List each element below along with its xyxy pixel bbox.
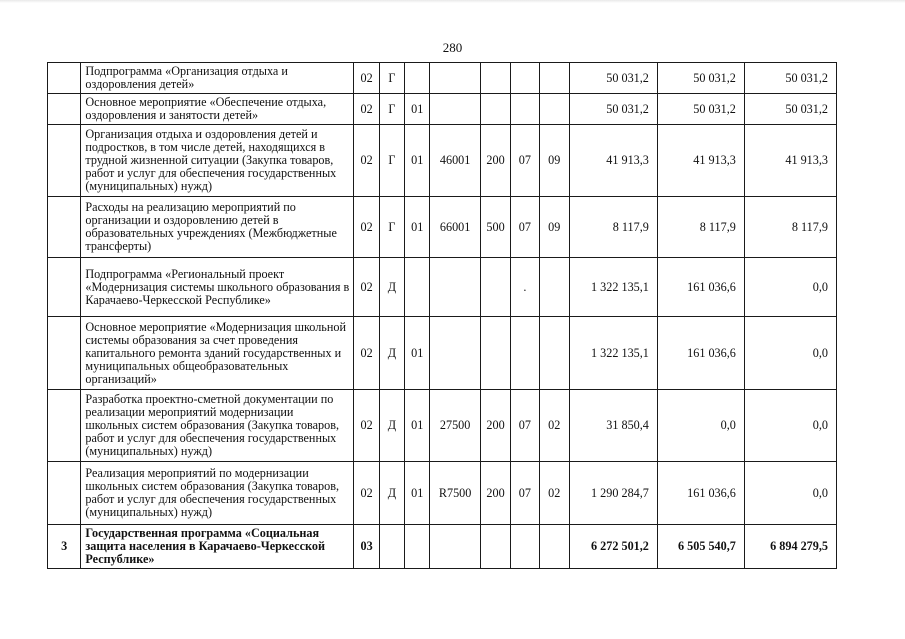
row-name: Основное мероприятие «Модернизация школьной системы образования за счет проведения капитального ремонта зданий государственных и муниципальных общеобразовательных организаций» bbox=[81, 317, 354, 390]
activity-code: 01 bbox=[405, 125, 430, 197]
amount-year-3: 50 031,2 bbox=[744, 94, 836, 125]
amount-year-2: 161 036,6 bbox=[657, 258, 744, 317]
direction-code bbox=[430, 258, 481, 317]
amount-year-2: 41 913,3 bbox=[657, 125, 744, 197]
amount-year-3: 0,0 bbox=[744, 390, 836, 462]
scan-edge bbox=[0, 0, 905, 3]
section-code bbox=[511, 525, 539, 569]
row-number bbox=[48, 462, 81, 525]
subprogram-code: Г bbox=[379, 63, 404, 94]
row-name: Организация отдыха и оздоровления детей и подростков, в том числе детей, находящихся в трудной жизненной ситуации (Закупка товаров, работ и услуг для обеспечения государственных (муниципальных) нужд) bbox=[81, 125, 354, 197]
row-number bbox=[48, 258, 81, 317]
row-number bbox=[48, 94, 81, 125]
row-number bbox=[48, 390, 81, 462]
amount-year-1: 50 031,2 bbox=[569, 94, 657, 125]
amount-year-2: 161 036,6 bbox=[657, 462, 744, 525]
section-code: . bbox=[511, 258, 539, 317]
subsection-code: 02 bbox=[539, 462, 569, 525]
program-code: 02 bbox=[354, 197, 379, 258]
subsection-code bbox=[539, 94, 569, 125]
amount-year-2: 8 117,9 bbox=[657, 197, 744, 258]
amount-year-3: 6 894 279,5 bbox=[744, 525, 836, 569]
expense-type-code: 200 bbox=[480, 390, 510, 462]
subsection-code bbox=[539, 317, 569, 390]
row-number bbox=[48, 317, 81, 390]
table-row bbox=[48, 197, 837, 258]
table-row bbox=[48, 94, 837, 125]
amount-year-3: 50 031,2 bbox=[744, 63, 836, 94]
amount-year-2: 161 036,6 bbox=[657, 317, 744, 390]
page-number: 280 bbox=[442, 40, 463, 55]
amount-year-3: 41 913,3 bbox=[744, 125, 836, 197]
program-code: 03 bbox=[354, 525, 379, 569]
activity-code: 01 bbox=[405, 197, 430, 258]
row-name: Подпрограмма «Организация отдыха и оздоровления детей» bbox=[81, 63, 354, 94]
table-row bbox=[48, 63, 837, 94]
row-name: Государственная программа «Социальная защита населения в Карачаево-Черкесской Республике» bbox=[81, 525, 354, 569]
subprogram-code: Д bbox=[379, 258, 404, 317]
row-number bbox=[48, 125, 81, 197]
amount-year-2: 50 031,2 bbox=[657, 94, 744, 125]
expense-type-code: 500 bbox=[480, 197, 510, 258]
table-row bbox=[48, 390, 837, 462]
program-code: 02 bbox=[354, 390, 379, 462]
activity-code bbox=[405, 525, 430, 569]
section-code bbox=[511, 63, 539, 94]
amount-year-1: 1 290 284,7 bbox=[569, 462, 657, 525]
subsection-code bbox=[539, 525, 569, 569]
activity-code: 01 bbox=[405, 94, 430, 125]
subprogram-code bbox=[379, 525, 404, 569]
amount-year-2: 0,0 bbox=[657, 390, 744, 462]
amount-year-3: 0,0 bbox=[744, 258, 836, 317]
section-code bbox=[511, 317, 539, 390]
subprogram-code: Д bbox=[379, 462, 404, 525]
direction-code bbox=[430, 525, 481, 569]
subprogram-code: Г bbox=[379, 125, 404, 197]
budget-table bbox=[47, 62, 837, 569]
table-row bbox=[48, 125, 837, 197]
program-code: 02 bbox=[354, 125, 379, 197]
expense-type-code: 200 bbox=[480, 125, 510, 197]
row-number bbox=[48, 63, 81, 94]
section-code: 07 bbox=[511, 197, 539, 258]
subprogram-code: Д bbox=[379, 317, 404, 390]
subsection-code: 09 bbox=[539, 125, 569, 197]
subprogram-code: Г bbox=[379, 94, 404, 125]
program-code: 02 bbox=[354, 462, 379, 525]
program-code: 02 bbox=[354, 63, 379, 94]
amount-year-1: 50 031,2 bbox=[569, 63, 657, 94]
activity-code: 01 bbox=[405, 390, 430, 462]
expense-type-code bbox=[480, 258, 510, 317]
row-name: Реализация мероприятий по модернизации школьных систем образования (Закупка товаров, работ и услуг для обеспечения государственных (муниципальных) нужд) bbox=[81, 462, 354, 525]
section-code: 07 bbox=[511, 390, 539, 462]
row-name: Основное мероприятие «Обеспечение отдыха, оздоровления и занятости детей» bbox=[81, 94, 354, 125]
program-code: 02 bbox=[354, 258, 379, 317]
table-row bbox=[48, 525, 837, 569]
amount-year-3: 0,0 bbox=[744, 317, 836, 390]
program-code: 02 bbox=[354, 94, 379, 125]
direction-code bbox=[430, 94, 481, 125]
amount-year-1: 8 117,9 bbox=[569, 197, 657, 258]
row-number: 3 bbox=[48, 525, 81, 569]
direction-code: 46001 bbox=[430, 125, 481, 197]
expense-type-code bbox=[480, 63, 510, 94]
amount-year-1: 1 322 135,1 bbox=[569, 317, 657, 390]
activity-code bbox=[405, 63, 430, 94]
row-name: Разработка проектно-сметной документации по реализации мероприятий модернизации школьных систем образования (Закупка товаров, работ и услуг для обеспечения государственных (муниципальных) нужд) bbox=[81, 390, 354, 462]
table-row bbox=[48, 462, 837, 525]
subsection-code: 02 bbox=[539, 390, 569, 462]
table-row bbox=[48, 317, 837, 390]
activity-code: 01 bbox=[405, 317, 430, 390]
amount-year-1: 31 850,4 bbox=[569, 390, 657, 462]
direction-code: 27500 bbox=[430, 390, 481, 462]
amount-year-1: 6 272 501,2 bbox=[569, 525, 657, 569]
amount-year-2: 50 031,2 bbox=[657, 63, 744, 94]
expense-type-code bbox=[480, 94, 510, 125]
direction-code bbox=[430, 317, 481, 390]
row-name: Расходы на реализацию мероприятий по организации и оздоровлению детей в образовательных учреждениях (Межбюджетные трансферты) bbox=[81, 197, 354, 258]
section-code: 07 bbox=[511, 125, 539, 197]
direction-code bbox=[430, 63, 481, 94]
subprogram-code: Г bbox=[379, 197, 404, 258]
subprogram-code: Д bbox=[379, 390, 404, 462]
row-number bbox=[48, 197, 81, 258]
expense-type-code bbox=[480, 525, 510, 569]
expense-type-code: 200 bbox=[480, 462, 510, 525]
amount-year-2: 6 505 540,7 bbox=[657, 525, 744, 569]
activity-code: 01 bbox=[405, 462, 430, 525]
program-code: 02 bbox=[354, 317, 379, 390]
section-code bbox=[511, 94, 539, 125]
activity-code bbox=[405, 258, 430, 317]
subsection-code bbox=[539, 258, 569, 317]
table-row bbox=[48, 258, 837, 317]
amount-year-3: 8 117,9 bbox=[744, 197, 836, 258]
section-code: 07 bbox=[511, 462, 539, 525]
amount-year-1: 41 913,3 bbox=[569, 125, 657, 197]
amount-year-1: 1 322 135,1 bbox=[569, 258, 657, 317]
row-name: Подпрограмма «Региональный проект «Модернизация системы школьного образования в Карачаево-Черкесской Республике» bbox=[81, 258, 354, 317]
direction-code: 66001 bbox=[430, 197, 481, 258]
amount-year-3: 0,0 bbox=[744, 462, 836, 525]
subsection-code bbox=[539, 63, 569, 94]
subsection-code: 09 bbox=[539, 197, 569, 258]
direction-code: R7500 bbox=[430, 462, 481, 525]
expense-type-code bbox=[480, 317, 510, 390]
